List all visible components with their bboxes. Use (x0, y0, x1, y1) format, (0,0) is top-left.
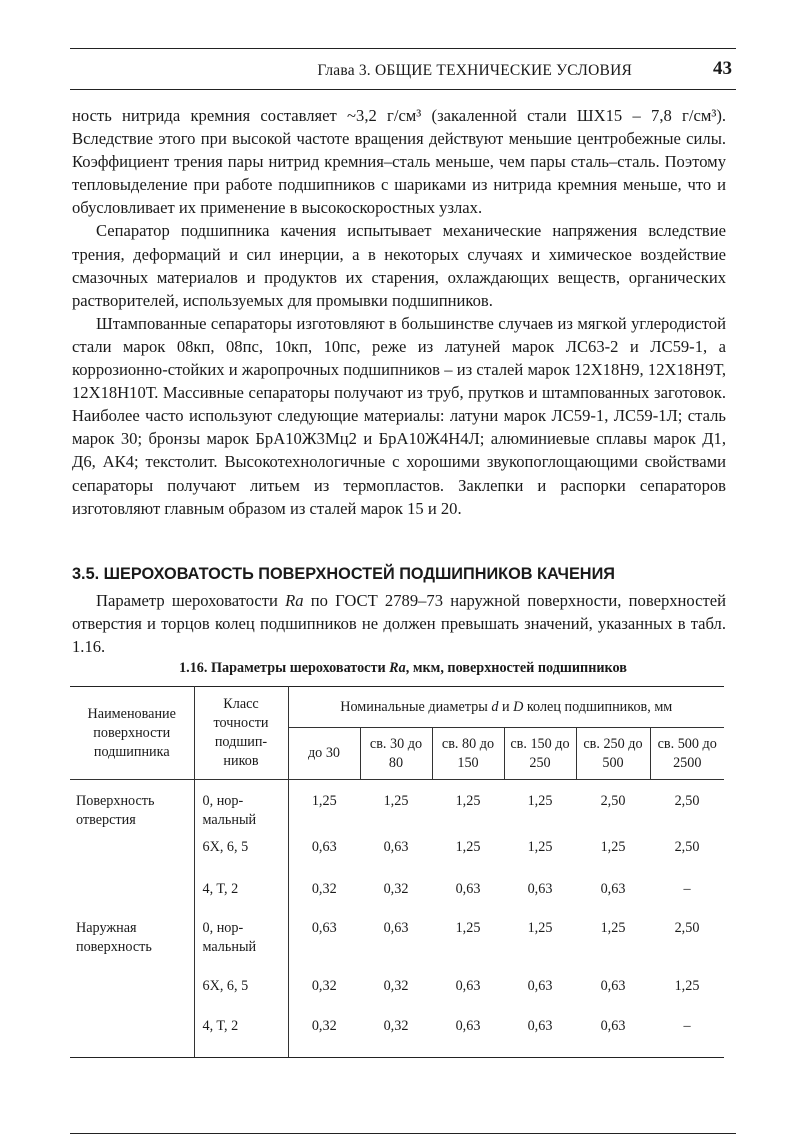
cell: 0,32 (311, 880, 337, 897)
cell: 2,50 (600, 793, 626, 809)
row-class: 4, T, 2 (194, 1017, 288, 1058)
header-diam-a: Номинальные диаметры (340, 698, 492, 715)
row-name: Наружная поверхность (70, 919, 194, 977)
header-diameters (288, 687, 724, 728)
row-class: 4, T, 2 (194, 880, 288, 919)
cell: 0,63 (527, 977, 553, 994)
caption-italic: Ra (389, 660, 406, 676)
section-text (72, 589, 726, 658)
header-diam-b: колец подшипников, мм (523, 698, 673, 715)
cell: 1,25 (674, 977, 700, 994)
row-class: 6X, 6, 5 (194, 838, 288, 880)
caption-a: 1.16. Параметры шероховатости (179, 660, 390, 676)
cell: 1,25 (600, 919, 626, 936)
caption-b: , мкм, поверхностей подшипников (405, 660, 627, 676)
cell: 0,63 (600, 880, 626, 897)
cell: 1,25 (383, 793, 409, 809)
range-1: св. 30 до 80 (360, 728, 432, 780)
paragraph-3: Штампованные сепараторы изготовляют в большинстве случаев из мягкой углеродистой стали марок 08кп, 08пс, 10кп, 10пс, реже из латуней марок ЛС63-2 и ЛС59-1, а коррозионно-стойких и жаропрочных подшипников – из сталей марок 12Х18Н9, 12Х18Н9Т, 12Х18Н10Т. Массивные сепараторы получают из труб, прутков и штампованных заготовок. Наиболее часто используют следующие материалы: латуни марок ЛС59-1, ЛС59-1Л; сталь марок 30; бронзы марок БрА10Ж3Мц2 и БрА10Ж4Н4Л; алюминиевые сплавы марок Д1, Д6, АК4; текстолит. Высокотехнологичные с хорошими звукопоглощающими свойствами сепараторы получают литьем из термопластов. Заклепки и распорки сепараторов изготовляют главным образом из сталей марок 15 и 20. (72, 313, 726, 518)
header-rule-bottom (70, 89, 736, 90)
table-row (70, 1017, 724, 1058)
cell: 0,63 (576, 1017, 650, 1058)
cell: 0,32 (383, 880, 409, 897)
paragraph-1: ность нитрида кремния составляет ~3,2 г/см³ (закаленной стали ШХ15 – 7,8 г/см³). Вследствие этого при высокой частоте вращения действуют меньшие центробежные силы. Коэффициент трения пары нитрид кремния–сталь меньше, чем пары сталь–сталь. Поэтому тепловыделение при работе подшипников с шариками из нитрида кремния меньше, что и обусловливает их применение в высокоскоростных узлах. (72, 106, 726, 218)
cell: 0,32 (311, 977, 337, 994)
cell: 1,25 (527, 919, 553, 936)
header-diam-d: d (491, 698, 499, 715)
table-row (70, 919, 724, 977)
cell: 0,63 (311, 919, 337, 936)
cell: 2,50 (674, 919, 700, 936)
row-name (70, 977, 194, 1017)
running-head: Глава 3. ОБЩИЕ ТЕХНИЧЕСКИЕ УСЛОВИЯ (317, 62, 632, 79)
range-0: до 30 (288, 728, 360, 780)
section-paragraph (72, 589, 726, 658)
page-number: 43 (713, 58, 732, 79)
range-5: св. 500 до 2500 (650, 728, 724, 780)
cell: 0,63 (527, 880, 553, 897)
range-2: св. 80 до 150 (432, 728, 504, 780)
row-name (70, 880, 194, 919)
cell: 2,50 (674, 838, 700, 855)
cell: 1,25 (455, 838, 481, 855)
table-row (70, 838, 724, 880)
cell: 1,25 (455, 793, 481, 809)
cell: 1,25 (527, 838, 553, 855)
table-row (70, 880, 724, 919)
header-name: Наименование поверхности подшипника (70, 687, 194, 780)
cell: 0,63 (455, 880, 481, 897)
row-class: 6X, 6, 5 (194, 977, 288, 1017)
cell: 0,32 (383, 977, 409, 994)
cell: 2,50 (674, 793, 700, 809)
table-row (70, 780, 724, 838)
cell: 1,25 (527, 793, 553, 809)
section-text-b: по ГОСТ 2789–73 наружной поверхности, поверхностей отверстия и торцов колец подшипников не должен превышать значений, указанных в табл. 1.16. (72, 591, 726, 657)
cell: 0,63 (455, 977, 481, 994)
section-text-italic: Ra (285, 591, 304, 610)
footer-rule (70, 1133, 736, 1134)
cell: 0,32 (360, 1017, 432, 1058)
paragraph-2: Сепаратор подшипника качения испытывает механические напряжения вследствие трения, деформаций и сил инерции, а в некоторых случаях и химическое воздействие смазочных материалов и продуктов их старения, охлаждающих веществ, органических растворителей, используемых для промывки подшипников. (72, 221, 726, 310)
cell: 0,63 (311, 838, 337, 855)
cell: 0,63 (504, 1017, 576, 1058)
cell: 1,25 (600, 838, 626, 855)
row-class: 0, нор-мальный (194, 919, 288, 977)
range-4: св. 250 до 500 (576, 728, 650, 780)
row-class: 0, нор-мальный (194, 780, 288, 838)
roughness-table (70, 686, 724, 1058)
row-name: Поверхность отверстия (70, 780, 194, 838)
row-name (70, 1017, 194, 1058)
cell: 1,25 (311, 793, 337, 809)
header-diam-D: D (513, 698, 524, 715)
body-text (72, 104, 726, 520)
cell: 0,63 (600, 977, 626, 994)
section-heading: 3.5. ШЕРОХОВАТОСТЬ ПОВЕРХНОСТЕЙ ПОДШИПНИКОВ КАЧЕНИЯ (72, 565, 615, 583)
cell: 0,63 (432, 1017, 504, 1058)
cell: – (683, 880, 691, 897)
header-diam-mid: и (498, 698, 514, 715)
cell: 0,32 (288, 1017, 360, 1058)
row-name (70, 838, 194, 880)
header-rule-top (70, 48, 736, 49)
header-class: Класс точности подшип-ников (194, 687, 288, 780)
table-caption (70, 660, 736, 677)
cell: 1,25 (455, 919, 481, 936)
range-3: св. 150 до 250 (504, 728, 576, 780)
cell: 0,63 (383, 838, 409, 855)
section-text-a: Параметр шероховатости (96, 591, 286, 610)
table-row (70, 977, 724, 1017)
cell: 0,63 (383, 919, 409, 936)
cell: – (650, 1017, 724, 1058)
